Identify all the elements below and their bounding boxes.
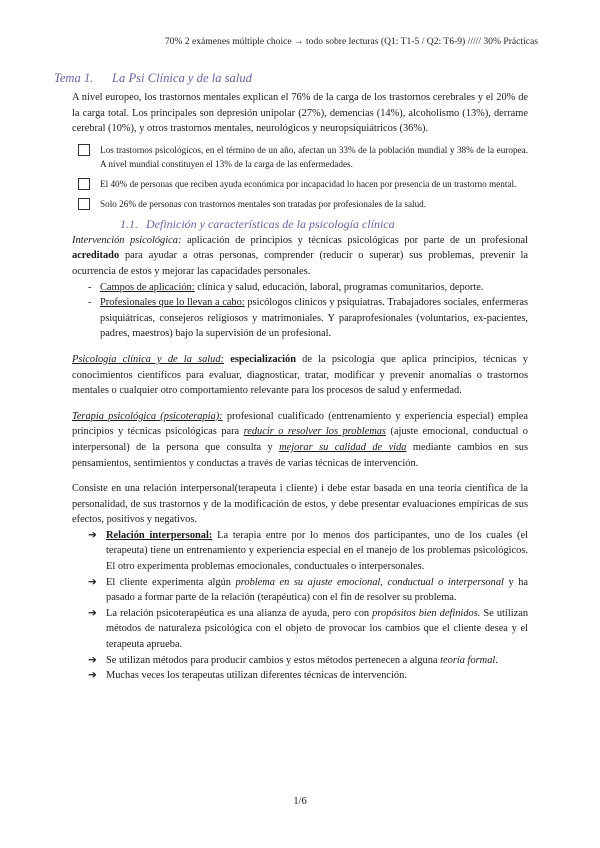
page-number: 1/6 [293,796,307,807]
subsection-heading-1-1 [120,217,528,231]
paragraph-intervencion [72,233,528,280]
checklist-text: Los trastornos psicológicos, en el término de un año, afectan un 33% de la población mundial y 38% de la europea. A nivel mundial constituyen el 13% de la carga de las enfermedades. [100,144,528,169]
checklist-text: Solo 26% de personas con trastornos mentales son tratadas por profesionales de la salud. [100,198,427,209]
text: Se utilizan métodos para producir cambios y estos métodos pertenecen a alguna [106,654,441,666]
arrow-icon: ➔ [88,607,97,619]
arrow-item [72,653,528,669]
heading-number: 1.1. [120,216,138,231]
dash-marker: - [88,281,92,293]
paragraph-relacion: Consiste en una relación interpersonal(terapeuta i cliente) i debe estar basada en una teoría científica de la personalidad, de sus trastornos y de la modificación de estos, y debe presentar evaluaciones empíricas de sus efectos, positivos y negativos. [72,483,528,526]
text: . [495,654,498,666]
text: (ajuste emocional, conductual o interpersonal) de la persona que consulta y [72,426,528,453]
arrow-icon: ➔ [88,670,97,682]
dash-label: Profesionales que lo llevan a cabo: [100,297,245,309]
text: La relación psicoterapéutica es una alianza de ayuda, pero con [106,607,373,619]
paragraph-terapia [72,409,528,471]
bold-term: Relación interpersonal: [106,529,213,541]
intro-paragraph: A nivel europeo, los trastornos mentales explican el 76% de la carga de los trastornos cerebrales y el 20% de la carga total. Los principales son depresión unipolar (27%), demencias (14%), alcoholismo (13%), derrame cerebral (10%), y otros trastornos mentales, neurológicos y neuropsiquiátricos (36%). [72,92,528,135]
checklist-item [72,177,528,191]
text: para ayudar a otras personas, comprender (reducir o superar) sus problemas, prevenir la ocurrencia de estos y mejorar las capacidades personales. [72,250,528,277]
heading-title: Definición y características de la psicología clínica [146,216,395,231]
checklist-item [72,143,528,171]
arrow-icon: ➔ [88,576,97,588]
text: profesional cualificado (entrenamiento y experiencia especial) emplea principios y técnicas psicológicas para [72,410,528,438]
italic-phrase: propósitos bien definidos. [372,607,481,619]
dash-item [72,280,528,296]
text: y ha pasado a formar parte de la relación (terapéutica) con el fin de resolver su problema. [106,576,528,604]
text: El cliente experimenta algún [106,576,236,588]
arrow-item [72,528,528,575]
checkbox-icon [78,144,90,156]
term: Psicología clínica y de la salud: [72,353,225,365]
dash-text: psicólogos clínicos y psiquiatras. Trabajadores sociales, enfermeras psiquiátricas, consejeros religiosos y matrimoniales. Y paraprofesionales (voluntarios, ex-pacientes, padres, maestros) bajo la supervisión de un profesional. [100,297,528,340]
section-heading-tema-1 [54,70,528,86]
dash-marker: - [88,297,92,309]
italic-phrase: problema en su ajuste emocional, conductual o interpersonal [235,576,504,588]
arrow-item [72,606,528,653]
text: aplicación de principios y técnicas psicológicas por parte de un profesional [181,234,529,246]
underlined-phrase: reducir o resolver los problemas [243,426,386,438]
heading-number: Tema 1. [54,71,94,85]
arrow-icon: ➔ [88,654,97,666]
term: Terapia psicológica (psicoterapia): [72,410,223,422]
page-header: 70% 2 exámenes múltiple choice → todo sobre lecturas (Q1: T1-5 / Q2: T6-9) ///// 30% Prácticas [164,36,538,47]
underlined-phrase: mejorar su calidad de vida [279,441,407,453]
document-body [54,70,529,684]
arrow-item [72,668,528,684]
paragraph-psicologia-clinica [72,352,528,399]
dash-item [72,295,528,342]
dash-label: Campos de aplicación: [100,281,195,293]
text: de la psicología que aplica principios, técnicas y conocimientos científicos para evaluar, diagnosticar, tratar, modificar y prevenir anomalías o trastornos mentales o cualquier otro comportamiento relevante para los procesos de salud y enfermedad. [72,353,528,397]
arrow-icon: ➔ [88,529,97,541]
heading-title: La Psi Clínica y de la salud [112,71,252,85]
text: Muchas veces los terapeutas utilizan diferentes técnicas de intervención. [106,670,407,682]
arrow-item [72,575,528,606]
checkbox-icon [78,198,90,210]
bold-term: especialización [230,353,297,365]
checkbox-icon [78,178,90,190]
text: mediante cambios en sus pensamientos, sentimientos y conductas a través de varias técnicas de intervención. [72,441,528,469]
italic-phrase: teoría formal [440,654,496,666]
term: Intervención psicológica: [72,234,182,246]
text: La terapia entre por lo menos dos participantes, uno de los cuales (el terapeuta) tiene un entrenamiento y experiencia especial en el manejo de los problemas psicológicos. El otro experimenta problemas emocionales, conductuales o interpersonales. [106,529,528,573]
checklist-item [72,197,528,211]
text: Se utilizan métodos de naturaleza psicológica con el objeto de provocar los cambios que el cliente desea y el terapeuta aprueba. [106,607,529,651]
dash-text: clínica y salud, educación, laboral, programas comunitarios, deporte. [194,281,484,293]
bold-term: acreditado [72,250,120,262]
checklist-text: El 40% de personas que reciben ayuda económica por incapacidad lo hacen por presencia de un trastorno mental. [100,178,517,189]
